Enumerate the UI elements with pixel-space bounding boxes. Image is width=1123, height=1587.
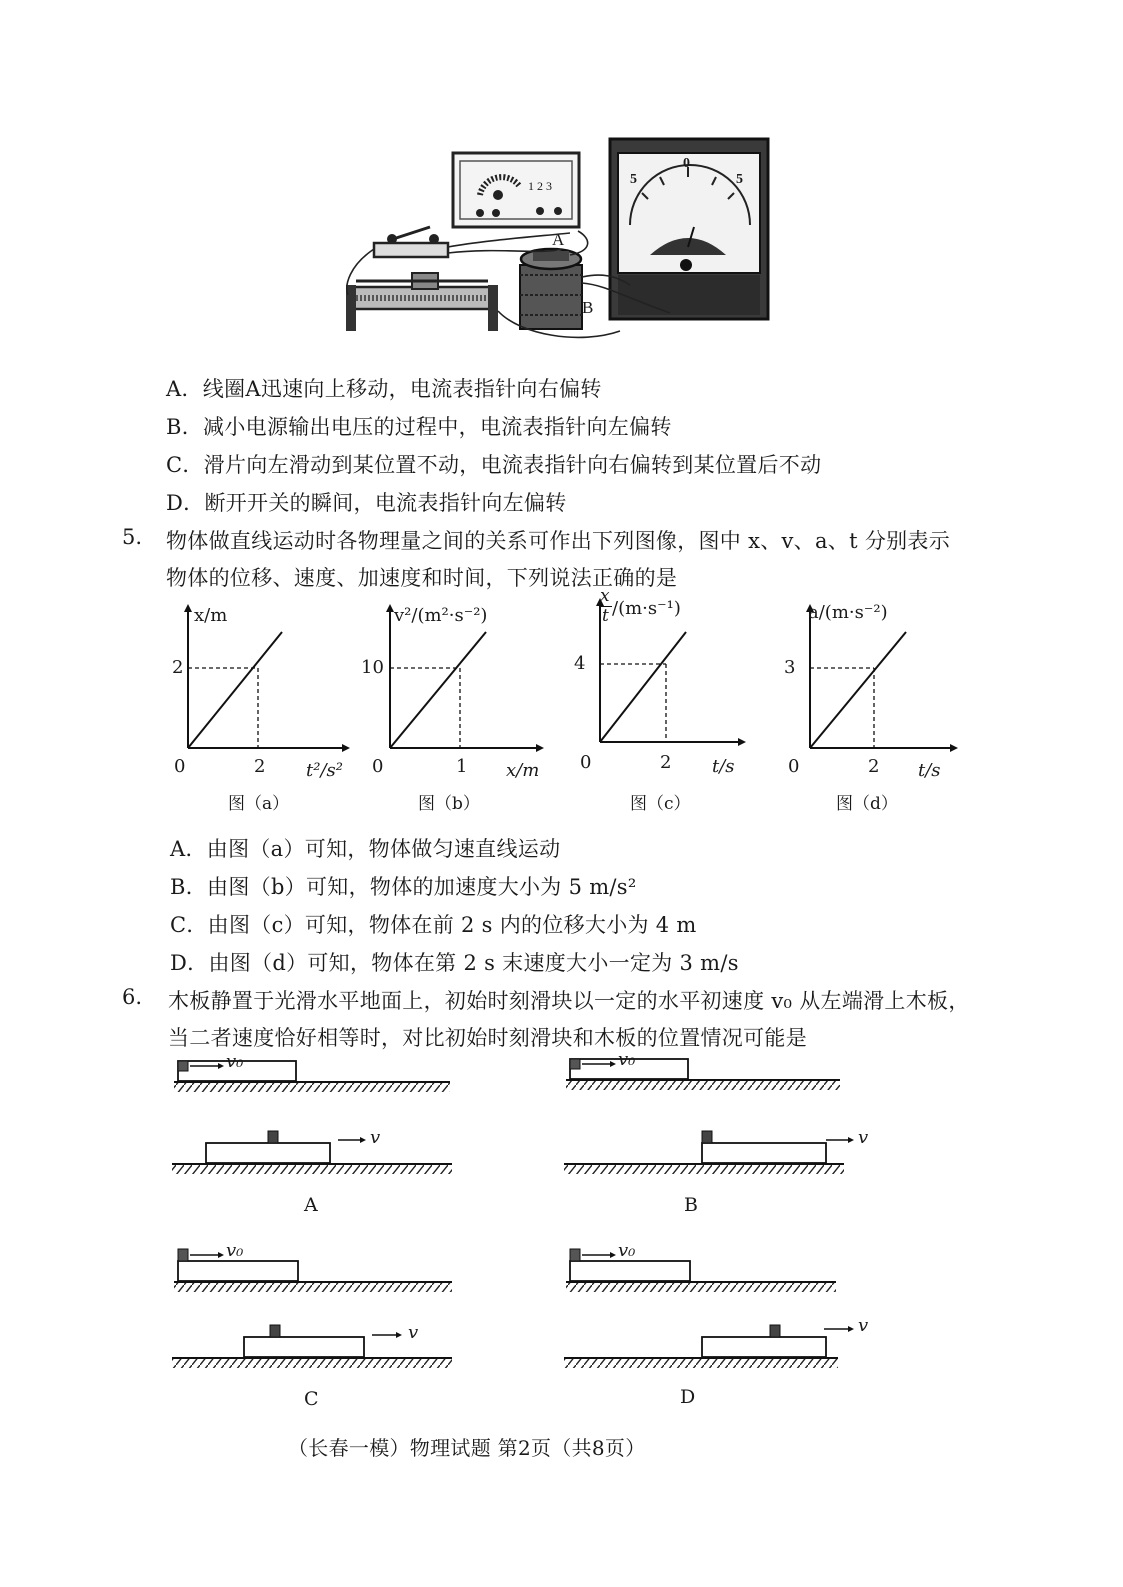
graph-b-xlabel: x/m [506, 760, 540, 781]
fig-d-v0-label: v₀ [618, 1240, 636, 1261]
meter-scale-left: 5 [630, 172, 637, 187]
fig-d-initial [566, 1249, 836, 1292]
q4-option-b: B．减小电源输出电压的过程中，电流表指针向左偏转 [166, 415, 672, 439]
fig-d-v-label: v [858, 1315, 869, 1336]
fig-d-label: D [680, 1386, 696, 1408]
fig-b-v0-label: v₀ [618, 1049, 636, 1070]
q6-stem-line2: 当二者速度恰好相等时，对比初始时刻滑块和木板的位置情况可能是 [168, 1026, 807, 1050]
graph-c-ylabel-unit: /(m·s⁻¹) [612, 598, 681, 619]
page-footer: （长春一模）物理试题 第2页（共8页） [288, 1436, 646, 1460]
q5-option-a: A．由图（a）可知，物体做匀速直线运动 [170, 837, 561, 861]
graph-c-ylabel-num: x [600, 586, 610, 606]
graph-a-ylabel: x/m [194, 605, 228, 626]
fig-a-initial [174, 1061, 450, 1092]
graph-a-ytick: 2 [172, 657, 184, 678]
graph-c-xtick: 2 [660, 752, 672, 773]
rheostat [346, 273, 498, 331]
q5-number: 5. [122, 525, 143, 549]
q6-number: 6. [122, 985, 143, 1009]
fig-a-label: A [304, 1194, 318, 1216]
graph-c-origin: 0 [580, 752, 592, 773]
graph-b-xtick: 1 [456, 756, 468, 777]
power-dial-text: 1 2 3 [528, 179, 552, 193]
fig-c-v0-label: v₀ [226, 1240, 244, 1261]
q4-option-d: D．断开开关的瞬间，电流表指针向左偏转 [166, 491, 567, 515]
graph-b-ytick: 10 [361, 657, 384, 678]
q6-figures [160, 1045, 880, 1375]
graph-b-origin: 0 [372, 756, 384, 777]
q5-stem-line1: 物体做直线运动时各物理量之间的关系可作出下列图像，图中 x、v、a、t 分别表示 [166, 529, 951, 553]
graph-c-xlabel: t/s [712, 756, 735, 777]
fig-a-v-label: v [370, 1127, 381, 1148]
coil-b-label: B [582, 298, 594, 317]
coil-a-label: A [552, 230, 565, 249]
q4-option-a: A．线圈A迅速向上移动，电流表指针向右偏转 [166, 377, 602, 401]
fig-b-final [564, 1131, 854, 1174]
graph-d-caption: 图（d） [836, 794, 898, 814]
graph-c-ytick: 4 [574, 653, 586, 674]
graph-c [570, 592, 760, 777]
q5-stem-line2: 物体的位移、速度、加速度和时间，下列说法正确的是 [166, 566, 678, 590]
fig-a-v0-label: v₀ [226, 1051, 244, 1072]
graph-a-xtick: 2 [254, 756, 266, 777]
q4-option-c: C．滑片向左滑动到某位置不动，电流表指针向右偏转到某位置后不动 [166, 453, 822, 477]
graph-c-caption: 图（c） [630, 794, 691, 814]
fig-b-initial [566, 1059, 840, 1090]
meter-scale-right: 5 [736, 172, 743, 187]
q6-stem-line1: 木板静置于光滑水平地面上，初始时刻滑块以一定的水平初速度 v₀ 从左端滑上木板， [168, 989, 970, 1013]
meter-scale-center: 0 [683, 156, 690, 171]
q5-option-d: D．由图（d）可知，物体在第 2 s 末速度大小一定为 3 m/s [170, 951, 739, 975]
graph-d-xlabel: t/s [918, 760, 941, 781]
fig-b-v-label: v [858, 1127, 869, 1148]
graph-a-caption: 图（a） [228, 794, 290, 814]
graph-d-ylabel: a/(m·s⁻²) [808, 602, 888, 623]
fig-c-initial [174, 1249, 452, 1292]
fig-a-final [172, 1131, 452, 1174]
q5-option-b: B．由图（b）可知，物体的加速度大小为 5 m/s² [170, 875, 637, 899]
graph-c-ylabel-den: t [602, 606, 609, 626]
q5-option-c: C．由图（c）可知，物体在前 2 s 内的位移大小为 4 m [170, 913, 697, 937]
power-supply [453, 153, 579, 227]
graph-d-ytick: 3 [784, 657, 796, 678]
coil-b [520, 265, 582, 329]
fig-c-v-label: v [408, 1322, 419, 1343]
fig-b-label: B [684, 1194, 698, 1216]
fig-d-final [564, 1325, 854, 1368]
graph-b-caption: 图（b） [418, 794, 480, 814]
graph-a-xlabel: t²/s² [306, 760, 343, 781]
graph-a-origin: 0 [174, 756, 186, 777]
graph-b-ylabel: v²/(m²·s⁻²) [394, 605, 488, 626]
switch [374, 227, 448, 257]
graph-d-origin: 0 [788, 756, 800, 777]
graph-d-xtick: 2 [868, 756, 880, 777]
fig-c-label: C [304, 1388, 319, 1410]
apparatus-figure [330, 135, 780, 350]
